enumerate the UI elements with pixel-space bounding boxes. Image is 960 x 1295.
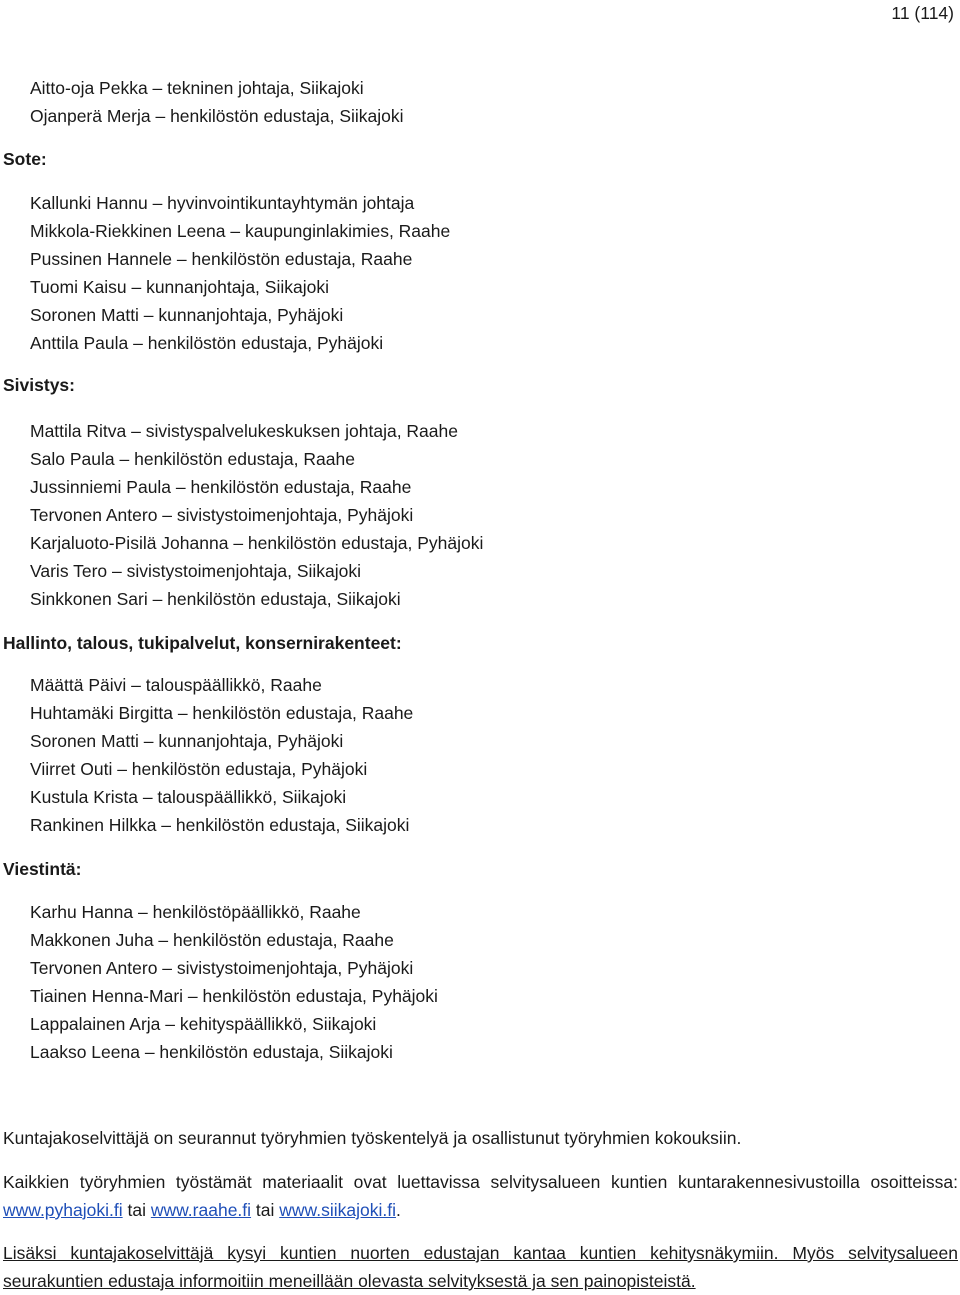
list-item: Ojanperä Merja – henkilöstön edustaja, Siikajoki xyxy=(30,106,404,126)
list-item: Määttä Päivi – talouspäällikkö, Raahe xyxy=(30,675,322,695)
raahe-link[interactable]: www.raahe.fi xyxy=(150,1200,252,1220)
siikajoki-link[interactable]: www.siikajoki.fi xyxy=(279,1200,396,1220)
hallinto-member-list xyxy=(30,671,413,839)
list-item: Tervonen Antero – sivistystoimenjohtaja, Pyhäjoki xyxy=(30,505,414,525)
section-heading-hallinto: Hallinto, talous, tukipalvelut, konsernirakenteet: xyxy=(3,633,402,653)
youth-parish-paragraph: Lisäksi kuntajakoselvittäjä kysyi kuntien nuorten edustajan kantaa kuntien kehitysnäkymiin. Myös selvitysalueen seurakuntien edustaja informoitiin meneillään olevasta selvityksestä ja sen painopisteistä. xyxy=(3,1243,958,1291)
list-item: Lappalainen Arja – kehityspäällikkö, Siikajoki xyxy=(30,1014,377,1034)
section-heading-sote: Sote: xyxy=(3,149,47,169)
pyhajoki-link[interactable]: www.pyhajoki.fi xyxy=(3,1200,123,1220)
list-item: Makkonen Juha – henkilöstön edustaja, Raahe xyxy=(30,930,394,950)
list-item: Kallunki Hannu – hyvinvointikuntayhtymän johtaja xyxy=(30,193,415,213)
sivistys-member-list xyxy=(30,417,483,613)
list-item: Aitto-oja Pekka – tekninen johtaja, Siikajoki xyxy=(30,78,364,98)
list-item: Mattila Ritva – sivistyspalvelukeskuksen johtaja, Raahe xyxy=(30,421,458,441)
list-item: Viirret Outi – henkilöstön edustaja, Pyhäjoki xyxy=(30,759,368,779)
list-item: Soronen Matti – kunnanjohtaja, Pyhäjoki xyxy=(30,731,344,751)
list-item: Sinkkonen Sari – henkilöstön edustaja, Siikajoki xyxy=(30,589,401,609)
list-item: Tiainen Henna-Mari – henkilöstön edustaja, Pyhäjoki xyxy=(30,986,438,1006)
separator-text: tai xyxy=(122,1200,151,1220)
period-text: . xyxy=(395,1200,401,1220)
list-item: Tervonen Antero – sivistystoimenjohtaja, Pyhäjoki xyxy=(30,958,414,978)
intro-member-list xyxy=(30,74,404,130)
list-item: Salo Paula – henkilöstön edustaja, Raahe xyxy=(30,449,355,469)
separator-text: tai xyxy=(251,1200,280,1220)
list-item: Karhu Hanna – henkilöstöpäällikkö, Raahe xyxy=(30,902,361,922)
page-number: 11 (114) xyxy=(891,3,954,23)
materials-paragraph xyxy=(3,1168,958,1224)
list-item: Tuomi Kaisu – kunnanjohtaja, Siikajoki xyxy=(30,277,329,297)
viestinta-member-list xyxy=(30,898,438,1066)
list-item: Jussinniemi Paula – henkilöstön edustaja, Raahe xyxy=(30,477,412,497)
list-item: Anttila Paula – henkilöstön edustaja, Pyhäjoki xyxy=(30,333,384,353)
list-item: Mikkola-Riekkinen Leena – kaupunginlakimies, Raahe xyxy=(30,221,451,241)
sote-member-list xyxy=(30,189,450,357)
section-heading-viestinta: Viestintä: xyxy=(3,859,82,879)
list-item: Pussinen Hannele – henkilöstön edustaja, Raahe xyxy=(30,249,413,269)
list-item: Laakso Leena – henkilöstön edustaja, Siikajoki xyxy=(30,1042,393,1062)
list-item: Kustula Krista – talouspäällikkö, Siikajoki xyxy=(30,787,347,807)
materials-text: Kaikkien työryhmien työstämät materiaalit ovat luettavissa selvitysalueen kuntien kuntarakennesivustoilla osoitteissa: xyxy=(3,1172,958,1192)
monitoring-paragraph: Kuntajakoselvittäjä on seurannut työryhmien työskentelyä ja osallistunut työryhmien kokouksiin. xyxy=(3,1128,742,1148)
list-item: Soronen Matti – kunnanjohtaja, Pyhäjoki xyxy=(30,305,344,325)
list-item: Varis Tero – sivistystoimenjohtaja, Siikajoki xyxy=(30,561,362,581)
list-item: Huhtamäki Birgitta – henkilöstön edustaja, Raahe xyxy=(30,703,414,723)
list-item: Rankinen Hilkka – henkilöstön edustaja, Siikajoki xyxy=(30,815,410,835)
list-item: Karjaluoto-Pisilä Johanna – henkilöstön edustaja, Pyhäjoki xyxy=(30,533,484,553)
section-heading-sivistys: Sivistys: xyxy=(3,375,75,395)
